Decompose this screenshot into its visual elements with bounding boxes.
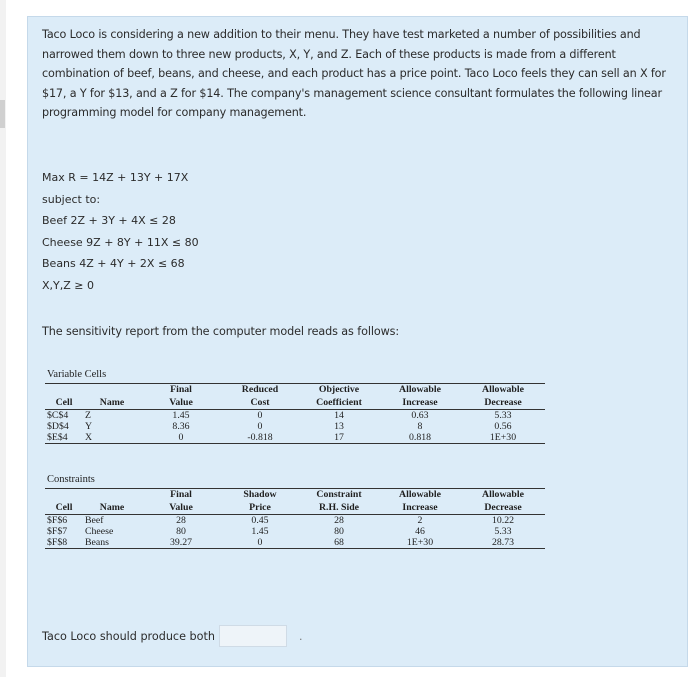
column-header: Increase bbox=[402, 501, 438, 513]
table-cell: 28 bbox=[299, 515, 379, 527]
table-cell: 1E+30 bbox=[379, 537, 461, 549]
table-row bbox=[45, 515, 545, 527]
left-edge-marker bbox=[0, 100, 5, 128]
column-header: R.H. Side bbox=[318, 501, 359, 513]
table-cell: 10.22 bbox=[461, 515, 545, 527]
answer-prompt: Taco Loco should produce both bbox=[42, 629, 215, 643]
report-intro: The sensitivity report from the computer model reads as follows: bbox=[42, 325, 400, 338]
column-header: Final bbox=[141, 489, 221, 502]
table-cell: 0.56 bbox=[494, 421, 512, 432]
table-cell: 0 bbox=[221, 537, 299, 549]
table-cell: 5.33 bbox=[494, 526, 512, 537]
table-cell: 8 bbox=[417, 421, 423, 432]
constraints-header-row-1 bbox=[45, 489, 545, 502]
variable-cells-title: Variable Cells bbox=[47, 369, 107, 380]
column-header: Name bbox=[99, 396, 125, 408]
column-header: Price bbox=[249, 501, 271, 513]
variable-cells-header-row-1 bbox=[45, 384, 545, 397]
table-cell: 13 bbox=[334, 421, 344, 432]
column-header: Allowable bbox=[461, 489, 545, 502]
table-row bbox=[45, 537, 545, 549]
table-cell: 0 bbox=[141, 432, 221, 444]
column-header bbox=[45, 489, 83, 502]
column-header: Coefficient bbox=[316, 396, 362, 408]
column-header: Allowable bbox=[461, 384, 545, 397]
table-cell: 0 bbox=[221, 410, 299, 422]
table-cell: 68 bbox=[299, 537, 379, 549]
column-header: Reduced bbox=[221, 384, 299, 397]
column-header: Allowable bbox=[379, 489, 461, 502]
question-panel bbox=[27, 16, 688, 667]
constraints-title: Constraints bbox=[47, 474, 95, 485]
table-cell: 80 bbox=[334, 526, 344, 537]
variable-cells-table bbox=[45, 383, 545, 444]
table-cell: Y bbox=[85, 421, 93, 432]
table-cell: $F$7 bbox=[47, 526, 68, 537]
table-cell: 0.45 bbox=[221, 515, 299, 527]
table-cell: Z bbox=[83, 410, 141, 422]
column-header bbox=[83, 384, 141, 397]
table-row bbox=[45, 421, 545, 432]
table-cell: 2 bbox=[379, 515, 461, 527]
variable-cells-header-row-2 bbox=[45, 397, 545, 410]
column-header: Shadow bbox=[221, 489, 299, 502]
column-header: Name bbox=[99, 501, 125, 513]
sensitivity-report bbox=[45, 367, 547, 549]
column-header: Decrease bbox=[484, 396, 522, 408]
answer-row bbox=[42, 625, 302, 647]
table-cell: Beef bbox=[83, 515, 141, 527]
table-cell: 14 bbox=[299, 410, 379, 422]
table-cell: 17 bbox=[299, 432, 379, 444]
constraints-table bbox=[45, 488, 545, 549]
objective-function: Max R = 14Z + 13Y + 17X bbox=[42, 171, 189, 184]
column-header: Increase bbox=[402, 396, 438, 408]
answer-input-box[interactable] bbox=[219, 625, 287, 647]
table-cell: 46 bbox=[415, 526, 425, 537]
table-cell: 80 bbox=[176, 526, 186, 537]
table-cell: 28 bbox=[141, 515, 221, 527]
table-row bbox=[45, 526, 545, 537]
table-cell: $F$8 bbox=[45, 537, 83, 549]
problem-intro: Taco Loco is considering a new addition to their menu. They have test marketed a number of possibilities and narrowed them down to three new products, X, Y, and Z. Each of these products is made from a different combination of beef, beans, and cheese, and each product has a price point. Taco Loco feels they can sell an X for $17, a Y for $13, and a Z for $14. The company's management science consultant formulates the following linear programming model for company management. bbox=[42, 28, 666, 119]
column-header: Value bbox=[169, 396, 193, 408]
table-cell: 5.33 bbox=[461, 410, 545, 422]
column-header: Allowable bbox=[379, 384, 461, 397]
column-header: Cell bbox=[55, 396, 73, 408]
lp-model bbox=[42, 167, 199, 296]
table-cell: $D$4 bbox=[47, 421, 69, 432]
table-cell: 1.45 bbox=[141, 410, 221, 422]
table-cell: 1E+30 bbox=[461, 432, 545, 444]
table-cell: 0.818 bbox=[379, 432, 461, 444]
column-header: Cell bbox=[55, 501, 73, 513]
trailing-mark: . bbox=[298, 629, 303, 643]
constraint-cheese: Cheese 9Z + 8Y + 11X ≤ 80 bbox=[42, 235, 199, 249]
table-cell: $F$6 bbox=[45, 515, 83, 527]
column-header: Constraint bbox=[299, 489, 379, 502]
column-header: Decrease bbox=[484, 501, 522, 513]
constraints-header-row-2 bbox=[45, 502, 545, 515]
nonnegativity-constraint: X,Y,Z ≥ 0 bbox=[42, 278, 94, 292]
column-header bbox=[45, 384, 83, 397]
column-header bbox=[83, 489, 141, 502]
column-header: Final bbox=[141, 384, 221, 397]
column-header: Value bbox=[169, 501, 193, 513]
table-cell: 8.36 bbox=[172, 421, 190, 432]
constraint-beans: Beans 4Z + 4Y + 2X ≤ 68 bbox=[42, 257, 185, 270]
table-cell: 28.73 bbox=[461, 537, 545, 549]
table-cell: $C$4 bbox=[45, 410, 83, 422]
table-cell: $E$4 bbox=[45, 432, 83, 444]
subject-to-label: subject to: bbox=[42, 192, 101, 206]
column-header: Objective bbox=[299, 384, 379, 397]
table-cell: X bbox=[83, 432, 141, 444]
table-cell: -0.818 bbox=[221, 432, 299, 444]
table-row bbox=[45, 410, 545, 422]
constraint-beef: Beef 2Z + 3Y + 4X ≤ 28 bbox=[42, 214, 176, 227]
table-cell: Cheese bbox=[85, 526, 114, 537]
table-row bbox=[45, 432, 545, 444]
table-cell: Beans bbox=[83, 537, 141, 549]
table-cell: 39.27 bbox=[141, 537, 221, 549]
table-cell: 1.45 bbox=[251, 526, 269, 537]
column-header: Cost bbox=[250, 396, 270, 408]
table-cell: 0.63 bbox=[379, 410, 461, 422]
table-cell: 0 bbox=[257, 421, 263, 432]
